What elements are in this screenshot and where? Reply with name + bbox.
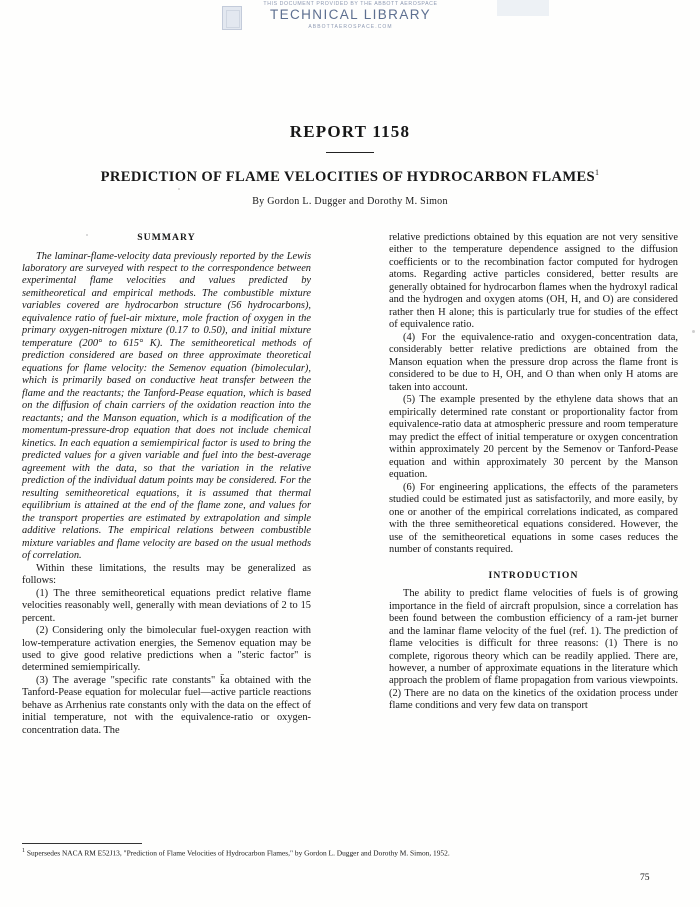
finding-2: (2) Considering only the bimolecular fuel-oxygen reaction with low-temperature activation energies, the Semenov equation may be used to give good relative predictions when a "steric factor" is determined semiempirically. [22, 625, 311, 674]
scan-speck [178, 188, 180, 190]
right-column [389, 232, 678, 713]
title-divider [326, 152, 374, 153]
finding-3: (3) The average "specific rate constants" k̄a obtained with the Tanford-Pease equation for molecular fuel—active particle reactions behave as Arrhenius rate constants only with the data on the effect of initial temperature, not with the equivalence-ratio or oxygen-concentration data. The [22, 674, 311, 736]
footnote-text: Supersedes NACA RM E52J13, "Prediction of Flame Velocities of Hydrocarbon Flames," by Gordon L. Dugger and Dorothy M. Simon, 1952. [26, 848, 450, 858]
introduction-paragraph: The ability to predict flame velocities of fuels is of growing importance in the field of aircraft propulsion, since a correlation has been found between the combustion efficiency of a ram-jet burner and the laminar flame velocity of the fuel (ref. 1). The prediction of flame velocities is difficult for three reasons: (1) There is no complete, rigorous theory which can be readily applied. There are, however, a number of approximate equations in the literature which approach the problem of flame propagation from various viewpoints. (2) There are no data on the kinetics of the oxidation process under flame conditions and very few data on transport [389, 588, 678, 712]
watermark-line-3: ABBOTTAEROSPACE.COM [308, 23, 393, 30]
library-logo-icon [222, 6, 242, 30]
paper-title-text: PREDICTION OF FLAME VELOCITIES OF HYDROCARBON FLAMES [100, 168, 596, 185]
scan-speck [86, 234, 88, 236]
limitations-paragraph: Within these limitations, the results may be generalized as follows: [22, 562, 311, 587]
library-watermark [0, 0, 700, 40]
footnote-divider [22, 843, 142, 844]
summary-paragraph: The laminar-flame-velocity data previously reported by the Lewis laboratory are surveyed with respect to the correspondence between experimental flame velocities and values predicted by semitheoretical and empirical methods. The combustible mixture variables covered are hydrocarbon structure (56 hydrocarbons), equivalence ratio of fuel-air mixture, mole fraction of oxygen in the primary oxygen-nitrogen mixture (0.17 to 0.50), and initial mixture temperature (200° to 615° K). The semitheoretical methods of prediction considered are based on three approximate theoretical equations for flame velocity: the Semenov equation (bimolecular), which is primarily based on conductive heat transfer between the flame and the reactants; the Tanford-Pease equation, which is based on the diffusion of chain carriers of the oxidation reaction into the reactants; and the Manson equation, which is a modification of the momentum-pressure-drop equation that does not include chemical kinetics. In each equation a semiempirical factor is used to bring the predicted values for a given variable and fuel into the best-average agreement with the data, so that the variation in the relative prediction of the individual datum points may be considered. For the resulting semitheoretical equations, it is assumed that thermal equilibrium is attained at the end of the flame zone, and values for the transport properties are estimated by extrapolation and simple additive relations. The empirical relations between combustible mixture variables and flame velocity are based on the usual methods of correlation. [22, 250, 311, 562]
finding-3-continued: relative predictions obtained by this equation are not very sensitive either to the temperature dependence assigned to the diffusion coefficients or to the recombination factor computed for hydrogen atoms. Regarding active particles considered, better results are generally obtained for hydrocarbon flames when the hydroxyl radical and the hydrogen and oxygen atoms (OH, H, and O) are considered rather then H alone; this is particularly true for studies of the effect of equivalence ratio. [389, 232, 678, 331]
finding-5: (5) The example presented by the ethylene data shows that an empirically determined rate constant or proportionality factor from equivalence-ratio data at atmospheric pressure and room temperature may predict the effect of initial temperature or oxygen concentration within approximately 20 percent by the Semenov or Tanford-Pease equation and within approximately 30 percent by the Manson equation. [389, 394, 678, 481]
finding-6: (6) For engineering applications, the effects of the parameters studied could be estimated just as satisfactorily, and more easily, by one or another of the empirical correlations indicated, as compared with the three semitheoretical equations considered. However, the use of the semitheoretical equations in some cases reduces the number of constants required. [389, 481, 678, 556]
finding-1: (1) The three semitheoretical equations predict relative flame velocities reasonably well, generally with mean deviations of 2 to 15 percent. [22, 587, 311, 624]
left-column [22, 232, 311, 737]
page-title [0, 168, 700, 186]
watermark-line-2: TECHNICAL LIBRARY [269, 7, 432, 23]
watermark-line-1: THIS DOCUMENT PROVIDED BY THE ABBOTT AEROSPACE [263, 1, 438, 7]
title-footnote-marker: 1 [595, 168, 600, 177]
scan-speck [692, 330, 695, 333]
introduction-heading: INTRODUCTION [488, 569, 579, 581]
watermark-block [497, 0, 549, 16]
summary-heading: SUMMARY [137, 232, 196, 243]
footnote-marker: 1 [22, 848, 25, 854]
watermark-text [243, 2, 458, 38]
footnote [22, 848, 622, 858]
page-number: 75 [640, 872, 650, 883]
watermark-right-text [556, 2, 686, 18]
byline: By Gordon L. Dugger and Dorothy M. Simon [252, 196, 448, 207]
finding-4: (4) For the equivalence-ratio and oxygen-concentration data, considerably better relative predictions are obtained from the Manson equation when the pressure drop across the flame front is considered to be due to H, OH, and O than when only H atoms are taken into account. [389, 331, 678, 393]
report-number: REPORT 1158 [289, 122, 411, 141]
